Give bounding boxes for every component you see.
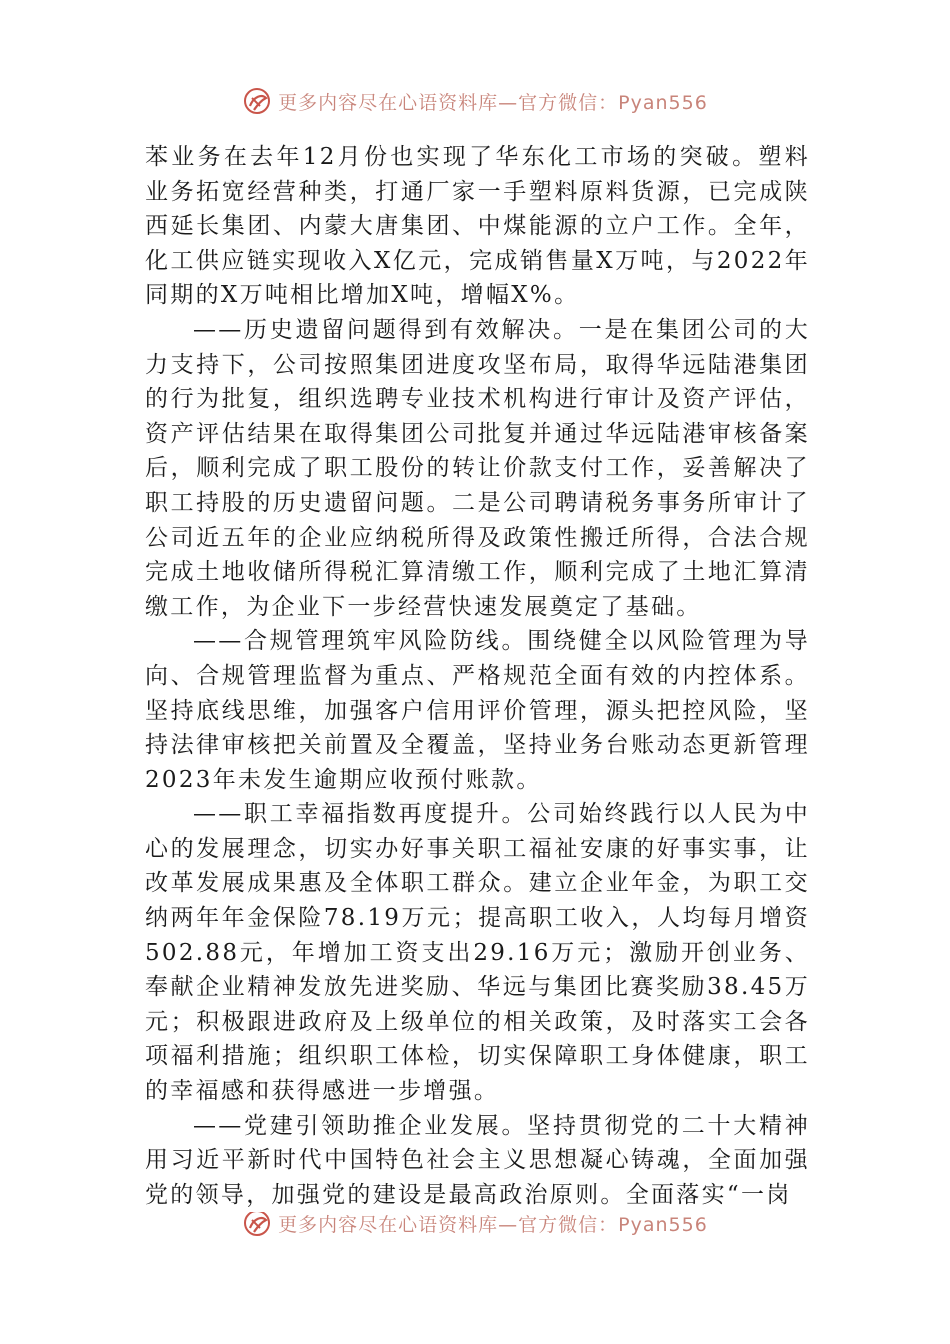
paragraph-party-building: ——党建引领助推企业发展。坚持贯彻党的二十大精神用习近平新时代中国特色社会主义思想凝心铸魂，全面加强党的领导，加强党的建设是最高政治原则。全面落实“一岗: [145, 1112, 810, 1208]
watermark-text: 更多内容尽在心语资料库—官方微信：Pyan556: [278, 91, 708, 114]
paragraph-continuation: 苯业务在去年12月份也实现了华东化工市场的突破。塑料业务拓宽经营种类，打通厂家一手塑料原料货源，已完成陕西延长集团、内蒙大唐集团、中煤能源的立户工作。全年，化工供应链实现收入X亿元，完成销售量X万吨，与2022年同期的X万吨相比增加X吨，增幅X%。: [145, 144, 810, 309]
paragraph-employee-welfare: ——职工幸福指数再度提升。公司始终践行以人民为中心的发展理念，切实办好事关职工福祉安康的好事实事，让改革发展成果惠及全体职工群众。建立企业年金，为职工交纳两年年金保险78.19万元；提高职工收入，人均每月增资502.88元，年增加工资支出29.16万元；激励开创业务、奉献企业精神发放先进奖励、华远与集团比赛奖励38.45万元；积极跟进政府及上级单位的相关政策，及时落实工会各项福利措施；组织职工体检，切实保障职工身体健康，职工的幸福感和获得感进一步增强。: [145, 801, 810, 1105]
paragraph-compliance: ——合规管理筑牢风险防线。围绕健全以风险管理为导向、合规管理监督为重点、严格规范全面有效的内控体系。坚持底线思维，加强客户信用评价管理，源头把控风险，坚持法律审核把关前置及全覆盖，坚持业务台账动态更新管理2023年未发生逾期应收预付账款。: [145, 628, 810, 793]
footer-watermark: [0, 1212, 950, 1238]
watermark-logo-icon: [242, 86, 272, 116]
watermark-logo-icon: [242, 1212, 272, 1238]
header-watermark: [0, 86, 950, 116]
document-body: [145, 140, 810, 1212]
watermark-text: 更多内容尽在心语资料库—官方微信：Pyan556: [278, 1213, 708, 1236]
paragraph-history-issues: ——历史遗留问题得到有效解决。一是在集团公司的大力支持下，公司按照集团进度攻坚布局，取得华远陆港集团的行为批复，组织选聘专业技术机构进行审计及资产评估，资产评估结果在取得集团公司批复并通过华远陆港审核备案后，顺利完成了职工股份的转让价款支付工作，妥善解决了职工持股的历史遗留问题。二是公司聘请税务事务所审计了公司近五年的企业应纳税所得及政策性搬迁所得，合法合规完成土地收储所得税汇算清缴工作，顺利完成了土地汇算清缴工作，为企业下一步经营快速发展奠定了基础。: [145, 316, 810, 620]
